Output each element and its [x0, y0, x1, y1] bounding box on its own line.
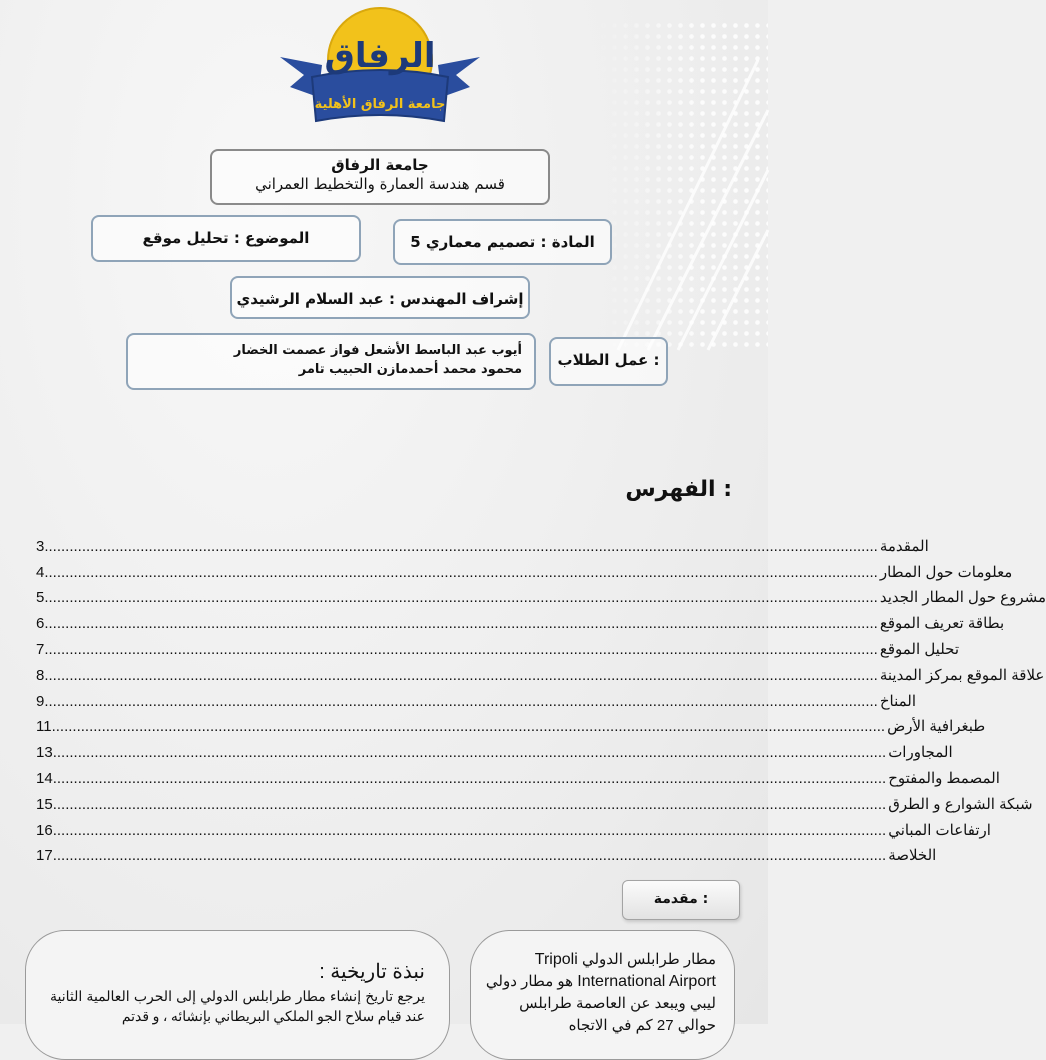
logo-name-text: الرفاق	[324, 36, 436, 76]
airport-card	[470, 930, 735, 1060]
toc-item	[36, 658, 1045, 684]
toc-leader-dots: ........................................................................................................................................................................................................	[44, 589, 878, 607]
toc-page-number: 14	[36, 769, 53, 787]
index-title: : الفهرس	[625, 477, 732, 502]
toc-title: المجاورات	[888, 744, 953, 762]
toc-item	[36, 761, 1000, 787]
toc-item	[36, 529, 929, 555]
toc-title: المصمط والمفتوح	[888, 769, 1000, 787]
university-name: جامعة الرفاق	[331, 156, 429, 174]
toc-leader-dots: ........................................................................................................................................................................................................	[44, 692, 878, 710]
airport-text-en1: Tripoli	[534, 951, 578, 968]
toc-page-number: 3	[36, 537, 45, 555]
toc-item	[36, 710, 986, 736]
toc-page-number: 11	[36, 718, 52, 736]
students-line-2: محمود محمد أحمدمازن الحبيب تامر	[298, 362, 522, 377]
toc-title: علاقة الموقع بمركز المدينة	[879, 666, 1045, 684]
university-logo	[280, 5, 480, 135]
toc-item	[36, 787, 1033, 813]
subject-text: الموضوع : تحليل موقع	[142, 229, 310, 247]
toc-item	[36, 632, 960, 658]
toc-page-number: 13	[36, 744, 53, 762]
intro-label-box	[622, 880, 740, 920]
toc-item	[36, 581, 1046, 607]
toc-title: الخلاصة	[888, 847, 937, 865]
toc-leader-dots: ........................................................................................................................................................................................................	[52, 795, 887, 813]
toc-title: ارتفاعات المباني	[888, 821, 991, 839]
toc-leader-dots: ........................................................................................................................................................................................................	[44, 615, 878, 633]
toc-page-number: 15	[36, 795, 53, 813]
airport-text-2: هو مطار دولي ليبي ويبعد عن العاصمة طرابلس حوالي 27 كم في الاتجاه	[485, 973, 716, 1034]
history-text: يرجع تاريخ إنشاء مطار طرابلس الدولي إلى الحرب العالمية الثانية عند قيام سلاح الجو الملكي البريطاني بإنشائه ، و قدتم	[50, 990, 425, 1025]
toc-leader-dots: ........................................................................................................................................................................................................	[44, 563, 878, 581]
course-box	[393, 219, 612, 265]
airport-text	[471, 931, 734, 1037]
table-of-contents	[36, 529, 1046, 865]
toc-item	[36, 684, 917, 710]
toc-title: شبكة الشوارع و الطرق	[888, 795, 1033, 813]
airport-text-1: مطار طرابلس الدولي	[581, 951, 716, 968]
toc-leader-dots: ........................................................................................................................................................................................................	[51, 718, 886, 736]
toc-page-number: 9	[36, 692, 45, 710]
history-card	[25, 930, 450, 1060]
toc-page-number: 7	[36, 640, 45, 658]
toc-title: بطاقة تعريف الموقع	[879, 615, 1005, 633]
history-title: نبذة تاريخية :	[319, 961, 425, 983]
subject-box	[91, 215, 361, 262]
students-line-1: أيوب عبد الباسط الأشعل فواز عصمت الخضار	[233, 343, 522, 358]
toc-leader-dots: ........................................................................................................................................................................................................	[52, 769, 887, 787]
toc-title: طبغرافية الأرض	[887, 718, 986, 736]
toc-page-number: 16	[36, 821, 53, 839]
toc-title: معلومات حول المطار	[879, 563, 1013, 581]
toc-leader-dots: ........................................................................................................................................................................................................	[44, 640, 878, 658]
students-label: : عمل الطلاب	[557, 351, 660, 369]
toc-page-number: 8	[36, 666, 45, 684]
toc-item	[36, 555, 1013, 581]
students-box	[126, 333, 536, 390]
supervisor-text: إشراف المهندس : عبد السلام الرشيدي	[236, 290, 524, 308]
toc-item	[36, 735, 953, 762]
intro-label: : مقدمة	[653, 891, 709, 907]
toc-leader-dots: ........................................................................................................................................................................................................	[52, 744, 887, 762]
supervisor-box	[230, 276, 530, 319]
toc-title: مشروع حول المطار الجديد	[879, 589, 1046, 607]
toc-page-number: 17	[36, 847, 53, 865]
toc-leader-dots: ........................................................................................................................................................................................................	[44, 666, 878, 684]
toc-page-number: 5	[36, 589, 45, 607]
toc-leader-dots: ........................................................................................................................................................................................................	[44, 537, 878, 555]
toc-title: المقدمة	[879, 537, 929, 555]
university-box	[210, 149, 550, 205]
toc-page-number: 6	[36, 615, 45, 633]
toc-item	[36, 839, 937, 865]
decorative-rays	[608, 20, 768, 350]
course-text: المادة : تصميم معماري 5	[410, 233, 595, 251]
toc-item	[36, 813, 991, 839]
toc-title: تحليل الموقع	[879, 640, 960, 658]
toc-title: المناخ	[879, 692, 917, 710]
toc-leader-dots: ........................................................................................................................................................................................................	[52, 847, 887, 865]
toc-page-number: 4	[36, 563, 45, 581]
department-name: قسم هندسة العمارة والتخطيط العمراني	[255, 175, 505, 193]
students-label-box	[549, 337, 668, 386]
toc-item	[36, 606, 1005, 633]
logo-ribbon-text: جامعة الرفاق الأهلية	[314, 97, 446, 112]
toc-leader-dots: ........................................................................................................................................................................................................	[52, 821, 887, 839]
airport-text-en2: International Airport	[577, 973, 716, 990]
